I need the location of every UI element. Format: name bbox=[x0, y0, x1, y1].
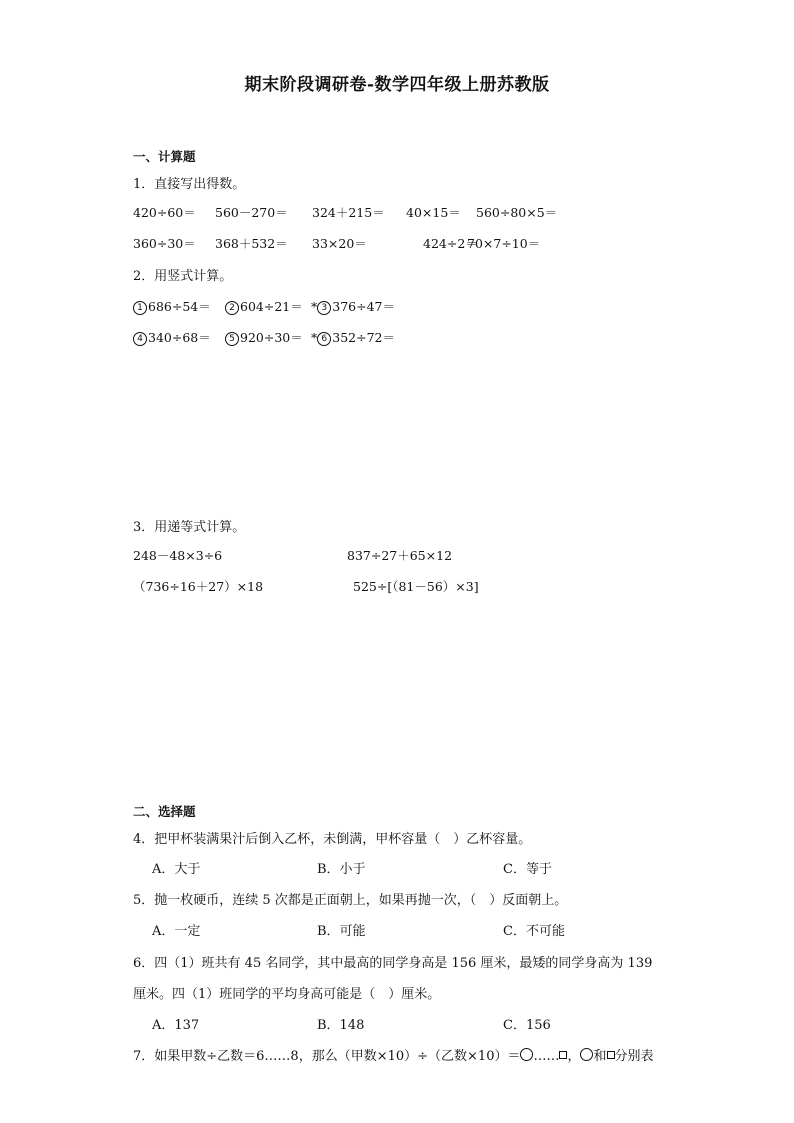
q6-option-a: A．137 bbox=[152, 1018, 200, 1033]
q6-prompt-line1: 6．四（1）班共有 45 名同学，其中最高的同学身高是 156 厘米，最矮的同学身高为 139 bbox=[133, 956, 653, 971]
circle-blank-icon bbox=[580, 1048, 593, 1061]
q3-item: 525÷[（81－56）×3] bbox=[353, 579, 479, 594]
q1-item: 560÷80×5＝ bbox=[476, 205, 558, 220]
q1-item: 360÷30＝ bbox=[133, 236, 196, 251]
q7-prompt: 7．如果甲数÷乙数＝6……8，那么（甲数×10）÷（乙数×10）＝ …… ， 和 分别表 bbox=[133, 1049, 654, 1064]
q1-item: 40×15＝ bbox=[406, 205, 461, 220]
q3-item: 837÷27＋65×12 bbox=[347, 548, 453, 563]
q5-option-a: A．一定 bbox=[152, 924, 201, 939]
q1-item: 33×20＝ bbox=[312, 236, 367, 251]
circled-number-icon: 1 bbox=[133, 301, 147, 315]
q1-item: 324＋215＝ bbox=[312, 205, 385, 220]
q1-item: 560－270＝ bbox=[215, 205, 288, 220]
q2-item-5: 5 920÷30＝ bbox=[225, 328, 303, 346]
circled-number-icon: 5 bbox=[225, 332, 239, 346]
square-blank-icon bbox=[607, 1051, 615, 1059]
circled-number-icon: 4 bbox=[133, 332, 147, 346]
q1-item: 368＋532＝ bbox=[215, 236, 288, 251]
q3-item: 248－48×3÷6 bbox=[133, 548, 223, 563]
q2-item-4: 4 340÷68＝ bbox=[133, 328, 211, 346]
circle-blank-icon bbox=[520, 1048, 533, 1061]
q5-prompt: 5．抛一枚硬币，连续 5 次都是正面朝上，如果再抛一次，（ ）反面朝上。 bbox=[133, 893, 568, 908]
q6-prompt-line2: 厘米。四（1）班同学的平均身高可能是（ ）厘米。 bbox=[133, 987, 441, 1002]
q3-prompt: 3．用递等式计算。 bbox=[133, 520, 246, 535]
q1-prompt: 1．直接写出得数。 bbox=[133, 177, 246, 192]
q6-option-b: B．148 bbox=[317, 1018, 365, 1033]
q2-item-1: 1 686÷54＝ bbox=[133, 297, 211, 315]
circled-number-icon: 2 bbox=[225, 301, 239, 315]
section-heading-choice: 二、选择题 bbox=[133, 804, 196, 819]
q2-prompt: 2．用竖式计算。 bbox=[133, 269, 233, 284]
q4-option-a: A．大于 bbox=[152, 862, 201, 877]
q4-prompt: 4．把甲杯装满果汁后倒入乙杯，未倒满，甲杯容量（ ）乙杯容量。 bbox=[133, 832, 532, 847]
q1-item: 70×7÷10＝ bbox=[467, 236, 541, 251]
q5-option-c: C．不可能 bbox=[503, 924, 565, 939]
q2-item-6: * 6 352÷72＝ bbox=[311, 330, 395, 345]
q4-option-c: C．等于 bbox=[503, 862, 552, 877]
q1-item: 420÷60＝ bbox=[133, 205, 196, 220]
circled-number-icon: 3 bbox=[317, 301, 331, 315]
circled-number-icon: 6 bbox=[317, 332, 331, 346]
q3-item: （736÷16＋27）×18 bbox=[133, 579, 264, 594]
q5-option-b: B．可能 bbox=[317, 924, 366, 939]
q1-item: 424÷2＝ bbox=[423, 236, 478, 251]
q4-option-b: B．小于 bbox=[317, 862, 366, 877]
q2-item-2: 2 604÷21＝ bbox=[225, 297, 303, 315]
q6-option-c: C．156 bbox=[503, 1018, 551, 1033]
section-heading-calc: 一、计算题 bbox=[133, 149, 196, 164]
page-title: 期末阶段调研卷-数学四年级上册苏教版 bbox=[244, 75, 550, 95]
q2-item-3: * 3 376÷47＝ bbox=[311, 299, 395, 314]
